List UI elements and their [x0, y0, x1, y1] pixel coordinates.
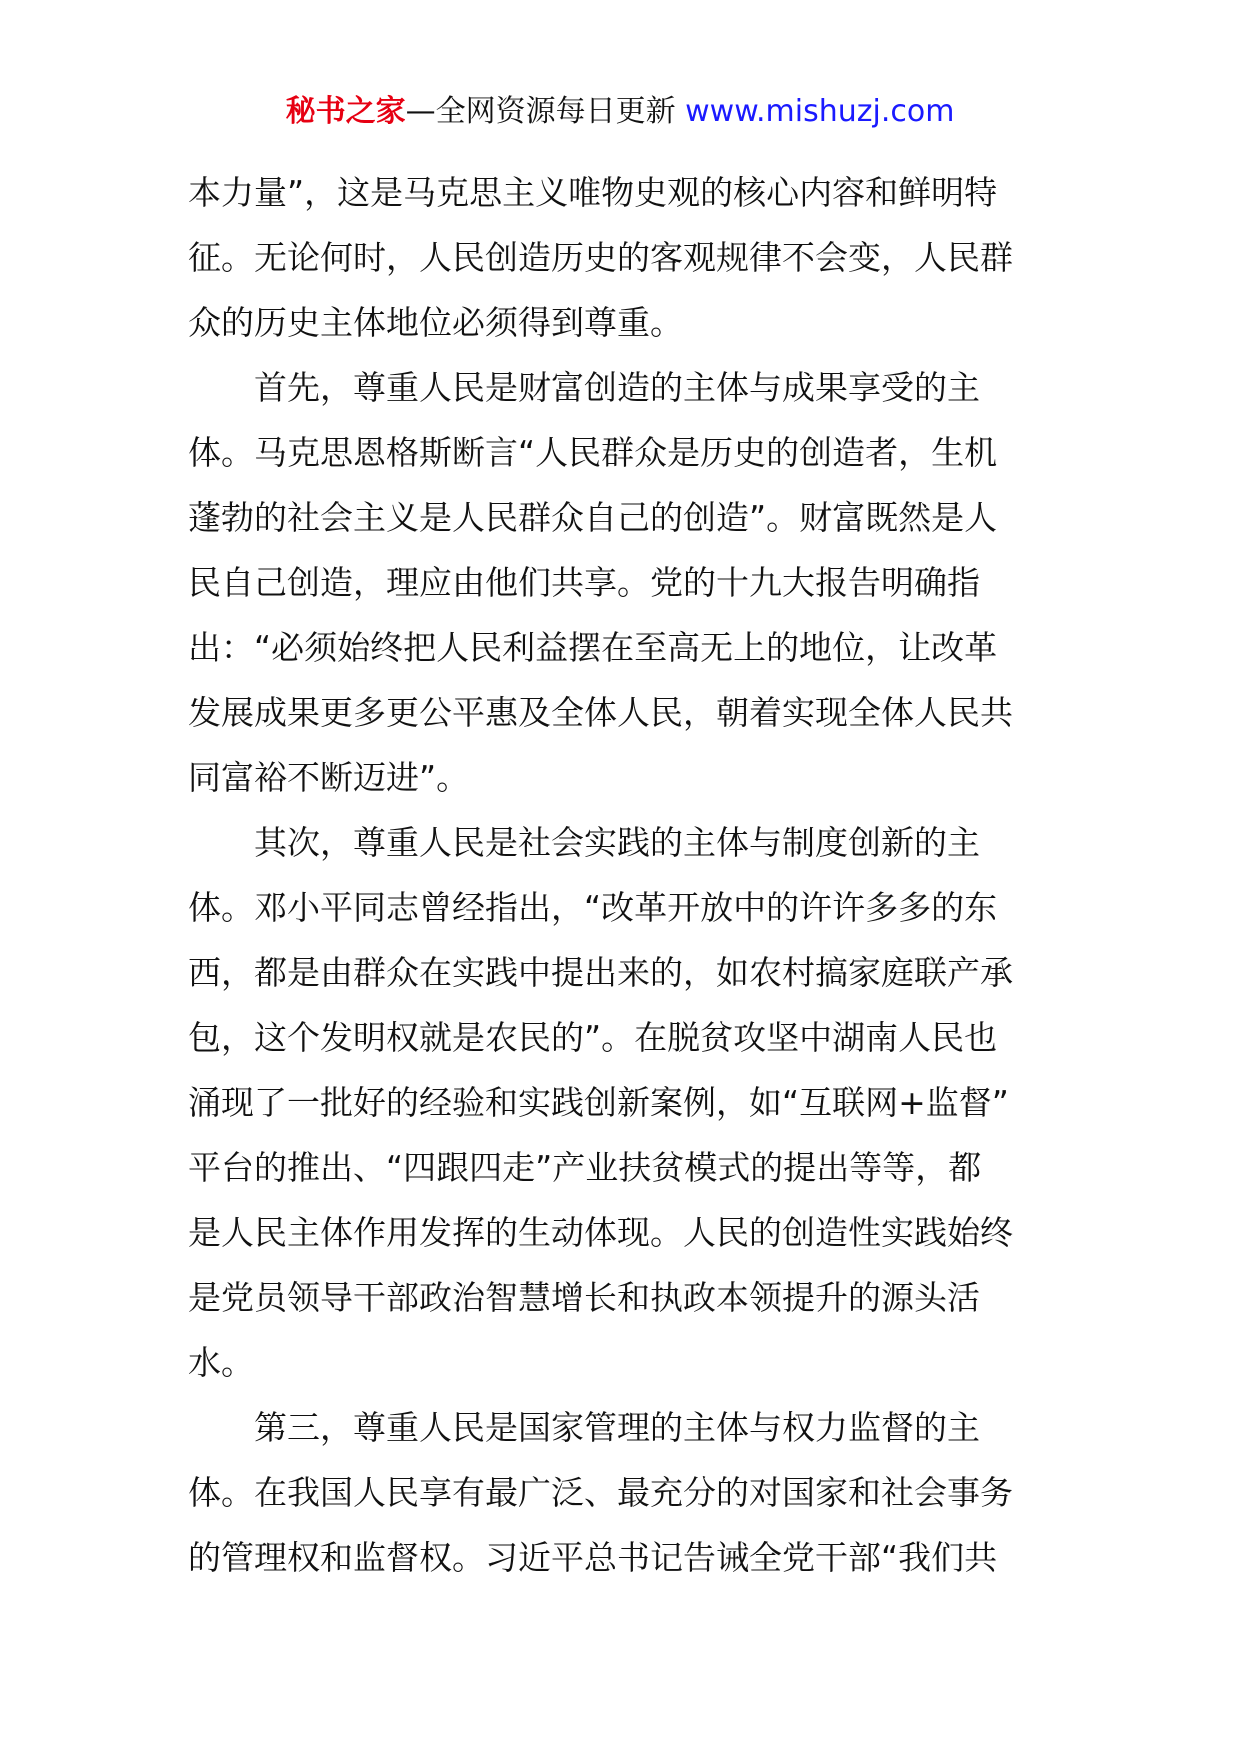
text-line: 征。无论何时，人民创造历史的客观规律不会变，人民群	[188, 238, 1013, 277]
text-line: 出：“必须始终把人民利益摆在至高无上的地位，让改革	[188, 628, 998, 667]
text-line: 的管理权和监督权。习近平总书记告诫全党干部“我们共	[188, 1538, 998, 1577]
text-line: 西，都是由群众在实践中提出来的，如农村搞家庭联产承	[188, 953, 1013, 992]
paragraph-first-line: 第三，尊重人民是国家管理的主体与权力监督的主	[254, 1408, 980, 1447]
paragraph-first-line: 首先，尊重人民是财富创造的主体与成果享受的主	[254, 368, 980, 407]
text-line: 体。在我国人民享有最广泛、最充分的对国家和社会事务	[188, 1473, 1013, 1512]
text-line: 蓬勃的社会主义是人民群众自己的创造”。财富既然是人	[188, 498, 998, 537]
site-url-link[interactable]: www.mishuzj.com	[685, 94, 955, 129]
text-line: 同富裕不断迈进”。	[188, 758, 470, 797]
text-line: 包，这个发明权就是农民的”。在脱贫攻坚中湖南人民也	[188, 1018, 998, 1057]
text-line: 是人民主体作用发挥的生动体现。人民的创造性实践始终	[188, 1213, 1013, 1252]
text-line: 民自己创造，理应由他们共享。党的十九大报告明确指	[188, 563, 980, 602]
header-tagline: —全网资源每日更新	[405, 94, 686, 129]
text-line: 涌现了一批好的经验和实践创新案例，如“互联网+监督”	[188, 1083, 1009, 1122]
text-line: 众的历史主体地位必须得到尊重。	[188, 303, 683, 342]
body-text	[188, 160, 1058, 1590]
brand-name: 秘书之家	[285, 94, 406, 129]
page-header	[0, 92, 1240, 132]
text-line: 平台的推出、“四跟四走”产业扶贫模式的提出等等，都	[188, 1148, 982, 1187]
text-line: 体。邓小平同志曾经指出，“改革开放中的许许多多的东	[188, 888, 998, 927]
paragraph-first-line: 其次，尊重人民是社会实践的主体与制度创新的主	[254, 823, 980, 862]
text-line: 水。	[188, 1343, 254, 1382]
text-line: 是党员领导干部政治智慧增长和执政本领提升的源头活	[188, 1278, 980, 1317]
text-line: 发展成果更多更公平惠及全体人民，朝着实现全体人民共	[188, 693, 1013, 732]
text-line: 本力量”，这是马克思主义唯物史观的核心内容和鲜明特	[188, 173, 998, 212]
text-line: 体。马克思恩格斯断言“人民群众是历史的创造者，生机	[188, 433, 998, 472]
